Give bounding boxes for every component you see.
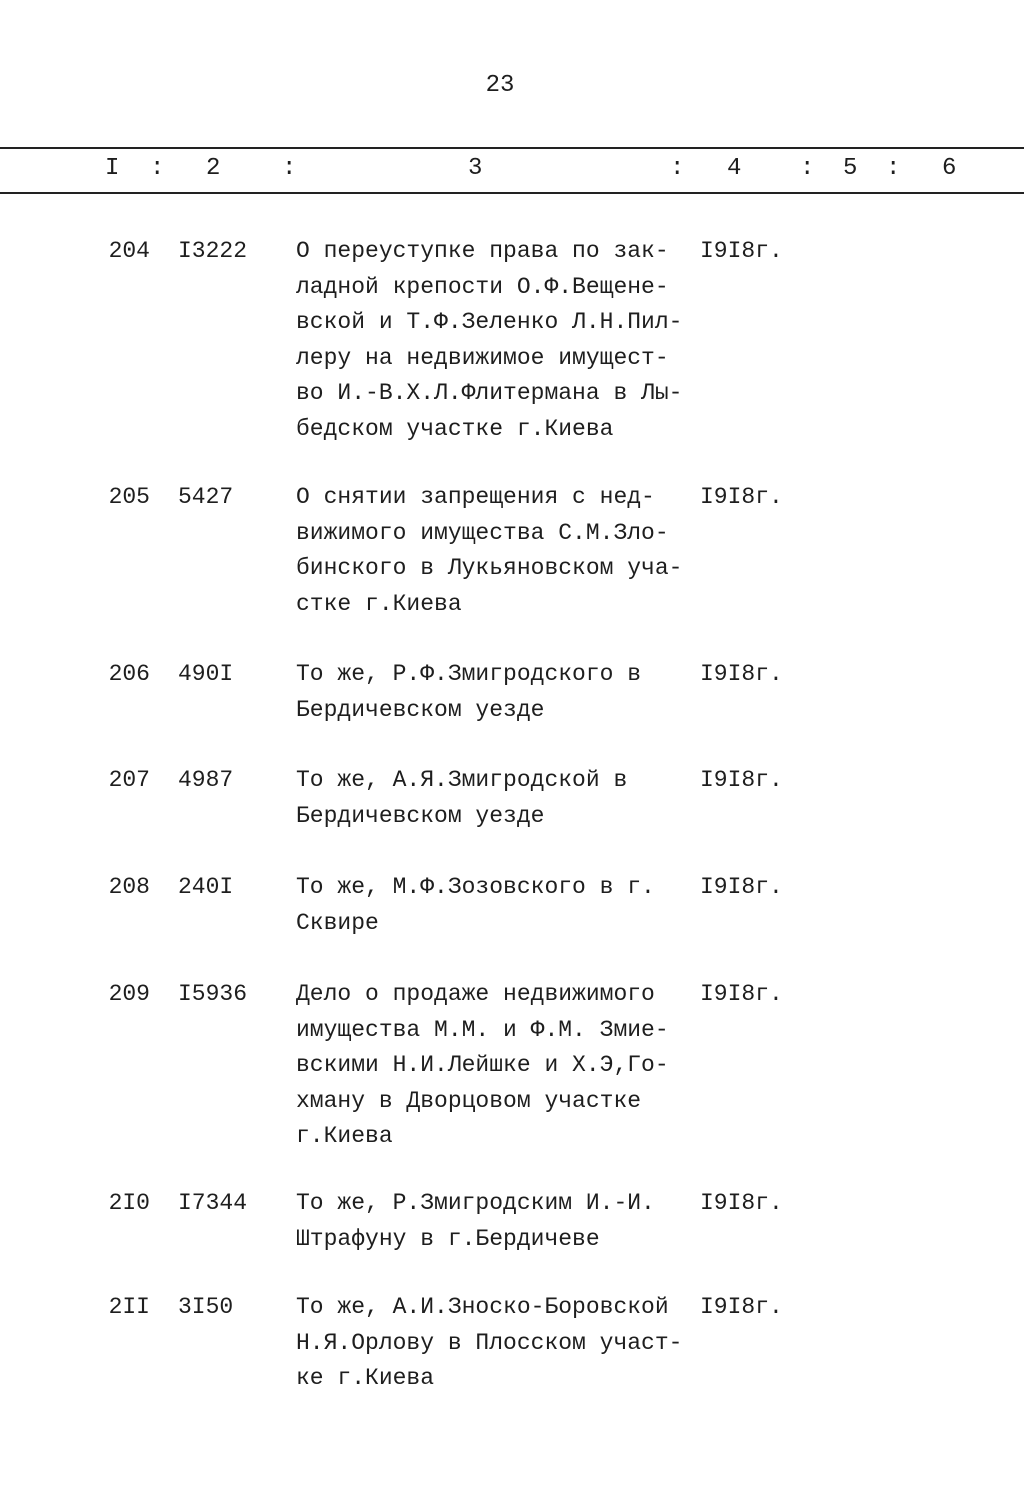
page-number: 23 [485, 72, 515, 99]
row-year: I9I8г. [700, 981, 783, 1007]
row-description: О снятии запрещения с нед- вижимого имущества С.М.Зло- бинского в Лукьяновском уча- стке г.Киева [296, 484, 683, 617]
column-header-5: 5 [843, 155, 858, 182]
row-code: I7344 [178, 1190, 248, 1216]
table-header-bottom-rule [0, 192, 1024, 194]
row-year: I9I8г. [700, 661, 783, 687]
row-number: 206 [108, 661, 150, 687]
row-description: О переуступке права по зак- ладной крепости О.Ф.Вещене- вской и Т.Ф.Зеленко Л.Н.Пил- леру на недвижимое имущест- во И.-В.Х.Л.Флитермана в Лы- бедском участке г.Киева [296, 238, 683, 442]
column-header-6: 6 [942, 155, 957, 182]
row-code: 490I [178, 661, 234, 687]
row-number: 205 [108, 484, 150, 510]
column-separator: : [150, 155, 165, 182]
row-code: 3I50 [178, 1294, 234, 1320]
column-separator: : [800, 155, 815, 182]
row-code: I5936 [178, 981, 248, 1007]
row-code: I3222 [178, 238, 248, 264]
row-code: 4987 [178, 767, 234, 793]
column-header-3: 3 [468, 155, 483, 182]
row-number: 204 [108, 238, 150, 264]
column-separator: : [886, 155, 901, 182]
row-description: То же, Р.Змигродским И.-И. Штрафуну в г.Бердичеве [296, 1190, 655, 1252]
column-separator: : [282, 155, 297, 182]
row-year: I9I8г. [700, 484, 783, 510]
row-number: 2II [108, 1294, 150, 1320]
row-description: То же, Р.Ф.Змигродского в Бердичевском уезде [296, 661, 642, 723]
row-year: I9I8г. [700, 1294, 783, 1320]
row-description: То же, А.И.Зноско-Боровской Н.Я.Орлову в Плосском участ- ке г.Киева [296, 1294, 683, 1391]
column-header-4: 4 [727, 155, 742, 182]
column-separator: : [670, 155, 685, 182]
row-description: То же, М.Ф.Зозовского в г. Сквире [296, 874, 655, 936]
row-code: 240I [178, 874, 234, 900]
row-year: I9I8г. [700, 874, 783, 900]
row-description: То же, А.Я.Змигродской в Бердичевском уезде [296, 767, 628, 829]
column-header-2: 2 [206, 155, 221, 182]
row-year: I9I8г. [700, 1190, 783, 1216]
row-description: Дело о продаже недвижимого имущества М.М. и Ф.М. Змие- вскими Н.И.Лейшке и Х.Э,Го- хману в Дворцовом участке г.Киева [296, 981, 669, 1149]
row-number: 208 [108, 874, 150, 900]
table-header-top-rule [0, 147, 1024, 149]
column-header-1: I [105, 155, 120, 182]
row-number: 2I0 [108, 1190, 150, 1216]
row-year: I9I8г. [700, 238, 783, 264]
row-year: I9I8г. [700, 767, 783, 793]
row-number: 207 [108, 767, 150, 793]
row-code: 5427 [178, 484, 234, 510]
row-number: 209 [108, 981, 150, 1007]
